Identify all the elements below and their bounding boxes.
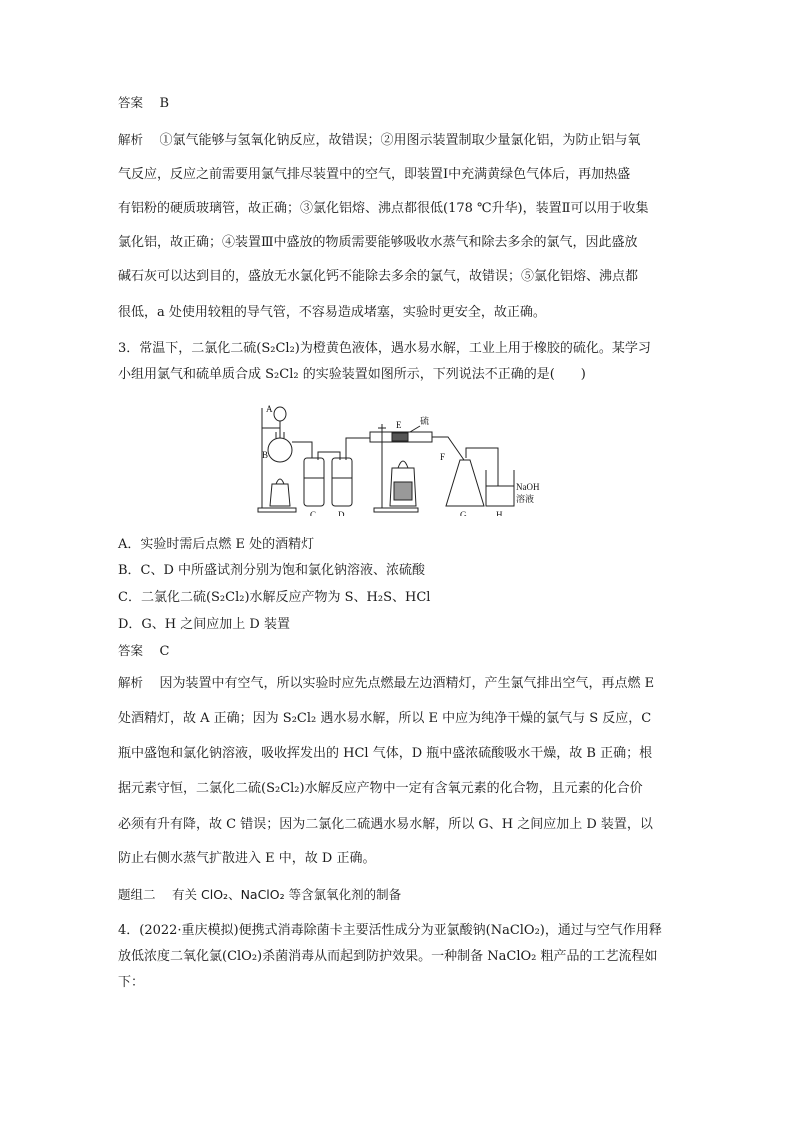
option-a: A．实验时需后点燃 E 处的酒精灯 [118,537,315,552]
analysis-1-line-3: 有铝粉的硬质玻璃管，故正确；③氯化铝熔、沸点都很低(178 ℃升华)，装置Ⅱ可以用于收集 [118,201,649,216]
label-c: C [310,510,317,516]
tube-b-c [292,442,312,458]
question-4-line-3: 下： [118,975,145,990]
answer-label: 答案 [118,643,144,658]
bottle-c [304,458,324,506]
flame-1 [276,479,284,484]
tube-g-h [466,448,498,486]
apparatus-diagram [252,398,554,516]
option-b: B．C、D 中所盛试剂分别为饱和氯化钠溶液、浓硫酸 [118,563,426,578]
label-d: D [338,510,345,516]
analysis-1-line-1 [118,131,641,150]
analysis-2-line-5: 必须有升有降，故 C 错误；因为二氯化二硫遇水易水解，所以 G、H 之间应加上 D 装置，以 [118,817,653,832]
flame-2 [398,461,408,468]
burner-2-fill [394,482,412,500]
bottle-d [332,458,352,506]
label-naoh: NaOH [516,482,540,492]
flask-b [268,438,292,462]
answer-value: C [159,644,170,659]
tube-f [432,437,464,460]
answer-1 [118,94,169,113]
question-3-line-1: 3．常温下，二氯化二硫(S₂Cl₂)为橙黄色液体，遇水易水解，工业上用于橡胶的硫化。某学习 [118,341,651,356]
analysis-text: 因为装置中有空气，所以实验时应先点燃最左边酒精灯，产生氯气排出空气，再点燃 E [159,676,655,691]
label-e: E [396,420,402,430]
answer-value: B [159,96,170,111]
analysis-text: ①氯气能够与氢氧化钠反应，故错误；②用图示装置制取少量氯化铝，为防止铝与氧 [159,133,641,148]
burner-1 [270,484,290,506]
label-g: G [460,510,467,516]
answer-label: 答案 [118,95,144,110]
stand-base-2 [374,508,418,512]
analysis-2-line-2: 处酒精灯，故 A 正确；因为 S₂Cl₂ 遇水易水解，所以 E 中应为纯净干燥的氯气与 S 反应，C [118,711,652,726]
label-solution: 溶液 [516,494,535,504]
answer-2 [118,642,170,661]
group-title: 有关 ClO₂、NaClO₂ 等含氯氧化剂的制备 [172,887,402,902]
analysis-label: 解析 [118,675,144,690]
analysis-1-line-6: 很低，a 处使用较粗的导气管，不容易造成堵塞，实验时更安全，故正确。 [118,305,546,320]
question-4-line-2: 放低浓度二氧化氯(ClO₂)杀菌消毒从而起到防护效果。一种制备 NaClO₂ 粗产品的工艺流程如 [118,949,658,964]
option-d: D．G、H 之间应加上 D 装置 [118,617,290,632]
analysis-1-line-2: 气反应，反应之前需要用氯气排尽装置中的空气，即装置Ⅰ中充满黄绿色气体后，再加热盛 [118,167,631,182]
sulfur-sample [392,433,408,441]
label-h: H [496,510,503,516]
analysis-2-line-6: 防止右侧水蒸气扩散进入 E 中，故 D 正确。 [118,851,376,866]
beaker-h [486,470,514,506]
analysis-2-line-4: 据元素守恒，二氯化二硫(S₂Cl₂)水解反应产物中一定有含氧元素的化合物，且元素的化合价 [118,781,643,796]
label-sulfur: 硫 [420,416,430,426]
stand-base-1 [258,508,296,512]
analysis-2-line-3: 瓶中盛饱和氯化钠溶液，吸收挥发出的 HCl 气体，D 瓶中盛浓硫酸吸水干燥，故 B 正确；根 [118,746,653,761]
analysis-label: 解析 [118,132,144,147]
funnel-a [274,407,286,421]
group-label: 题组二 [118,887,156,902]
question-3-line-2: 小组用氯气和硫单质合成 S₂Cl₂ 的实验装置如图所示，下列说法不正确的是( ) [118,367,586,382]
apparatus-svg [252,398,554,516]
tube-c-d [318,452,340,460]
group-2-heading [118,886,401,905]
analysis-1-line-5: 碱石灰可以达到目的，盛放无水氯化钙不能除去多余的氯气，故错误；⑤氯化铝熔、沸点都 [118,269,639,284]
label-a: A [266,404,273,414]
flask-g [446,460,484,506]
tube-d-e [346,438,370,460]
analysis-1-line-4: 氯化铝，故正确；④装置Ⅲ中盛放的物质需要能够吸收水蒸气和除去多余的氯气，因此盛放 [118,235,638,250]
analysis-2-line-1 [118,674,654,693]
option-c: C．二氯化二硫(S₂Cl₂)水解反应产物为 S、H₂S、HCl [118,590,431,605]
label-b: B [262,450,269,460]
label-f: F [440,452,446,462]
question-4-line-1: 4．(2022·重庆模拟)便携式消毒除菌卡主要活性成分为亚氯酸钠(NaClO₂)，通过与空气作用释 [118,923,662,938]
